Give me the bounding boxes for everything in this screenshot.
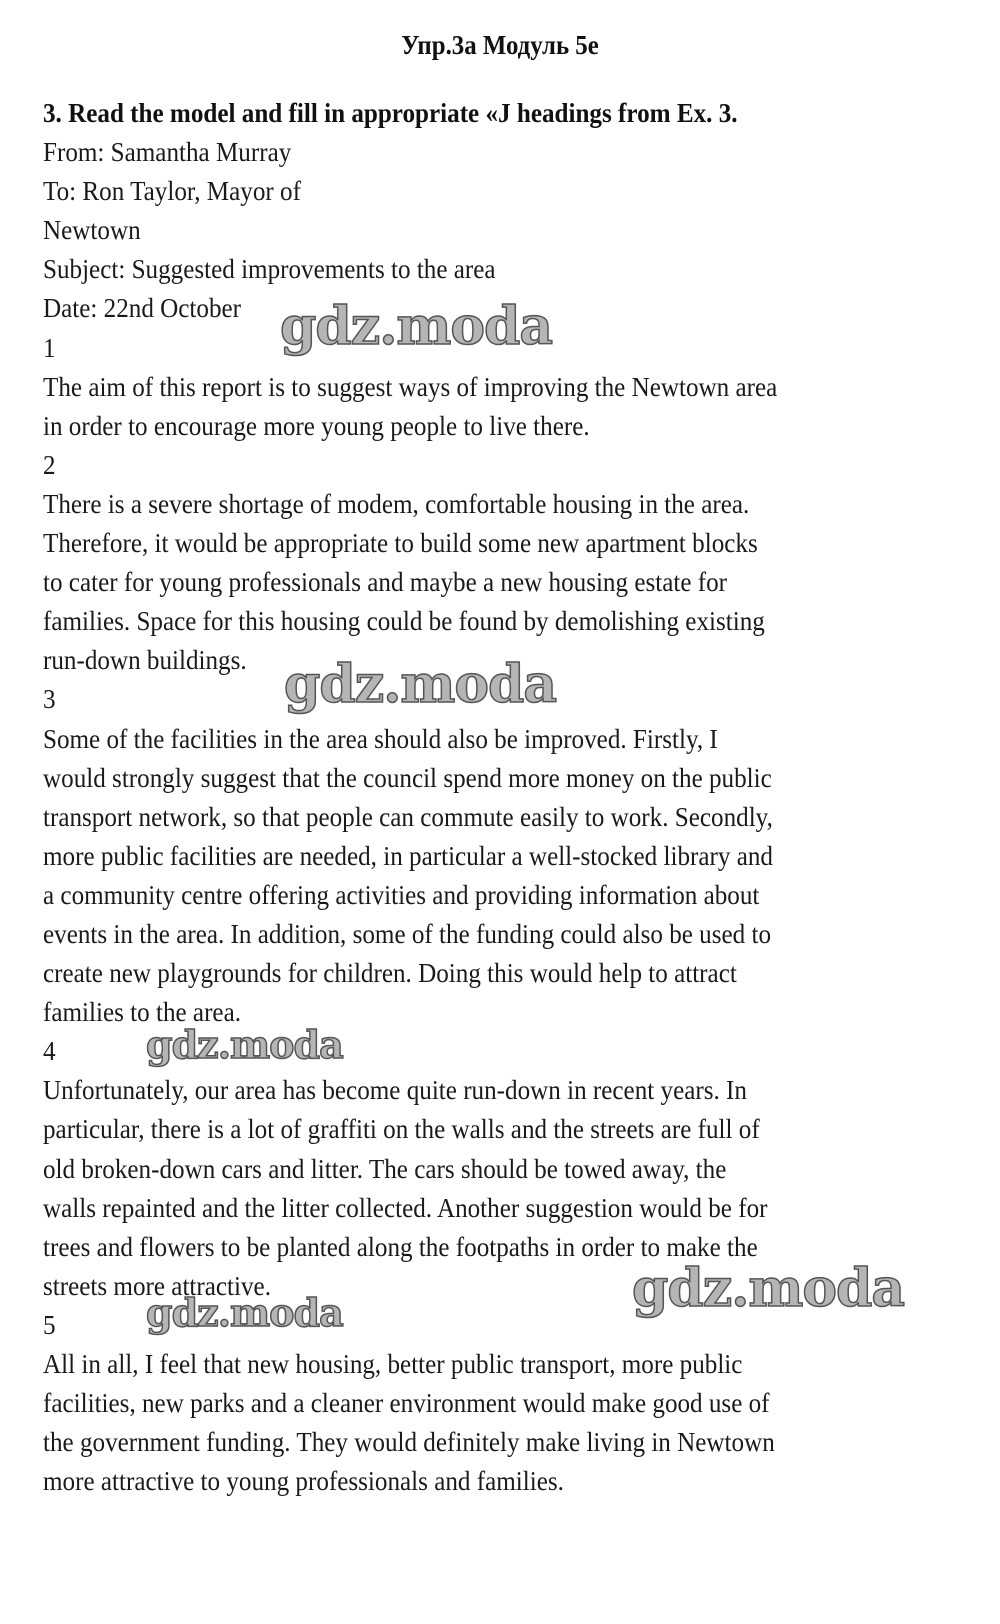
watermark: gdz.moda [280, 296, 553, 357]
section-number-3: 3 [43, 684, 56, 715]
section-number-4: 4 [43, 1036, 56, 1067]
section-2-line: There is a severe shortage of modem, comfortable housing in the area. [43, 488, 750, 519]
section-number-1: 1 [43, 332, 56, 363]
section-3-line: would strongly suggest that the council spend more money on the public [43, 762, 772, 793]
section-2-line: Therefore, it would be appropriate to build some new apartment blocks [43, 528, 758, 559]
watermark: gdz.moda [632, 1258, 905, 1319]
section-1-line: The aim of this report is to suggest ways of improving the Newtown area [43, 371, 778, 402]
to-line-continued: Newtown [43, 215, 141, 246]
section-2-line: run-down buildings. [43, 645, 247, 676]
section-2-line: to cater for young professionals and maybe a new housing estate for [43, 567, 728, 598]
subject-line: Subject: Suggested improvements to the area [43, 254, 496, 285]
section-5-line: facilities, new parks and a cleaner environment would make good use of [43, 1388, 770, 1419]
watermark: gdz.moda [146, 1290, 343, 1335]
section-4-line: trees and flowers to be planted along the footpaths in order to make the [43, 1231, 758, 1262]
section-3-line: transport network, so that people can commute easily to work. Secondly, [43, 801, 773, 832]
section-4-line: old broken-down cars and litter. The cars should be towed away, the [43, 1153, 727, 1184]
section-3-line: more public facilities are needed, in particular a well-stocked library and [43, 840, 773, 871]
section-4-line: particular, there is a lot of graffiti on the walls and the streets are full of [43, 1114, 760, 1145]
section-1-line: in order to encourage more young people to live there. [43, 410, 590, 441]
to-line: To: Ron Taylor, Mayor of [43, 176, 301, 207]
section-3-line: Some of the facilities in the area should also be improved. Firstly, I [43, 723, 718, 754]
from-line: From: Samantha Murray [43, 137, 292, 168]
section-5-line: more attractive to young professionals and families. [43, 1466, 564, 1497]
watermark: gdz.moda [284, 654, 557, 715]
section-3-line: families to the area. [43, 997, 242, 1028]
section-4-line: walls repainted and the litter collected. Another suggestion would be for [43, 1192, 768, 1223]
page-title: Упр.3а Модуль 5е [401, 30, 599, 60]
watermark: gdz.moda [146, 1022, 343, 1067]
section-number-5: 5 [43, 1309, 56, 1340]
section-number-2: 2 [43, 449, 56, 480]
section-5-line: the government funding. They would definitely make living in Newtown [43, 1427, 775, 1458]
section-3-line: a community centre offering activities and providing information about [43, 879, 760, 910]
section-3-line: create new playgrounds for children. Doing this would help to attract [43, 958, 737, 989]
exercise-heading: 3. Read the model and fill in appropriate «J headings from Ex. 3. [43, 98, 738, 128]
section-5-line: All in all, I feel that new housing, better public transport, more public [43, 1349, 743, 1379]
section-3-line: events in the area. In addition, some of the funding could also be used to [43, 918, 772, 949]
section-4-line: Unfortunately, our area has become quite run-down in recent years. In [43, 1075, 747, 1106]
section-4-line: streets more attractive. [43, 1270, 271, 1301]
section-2-line: families. Space for this housing could be found by demolishing existing [43, 606, 765, 637]
date-line: Date: 22nd October [43, 293, 242, 324]
